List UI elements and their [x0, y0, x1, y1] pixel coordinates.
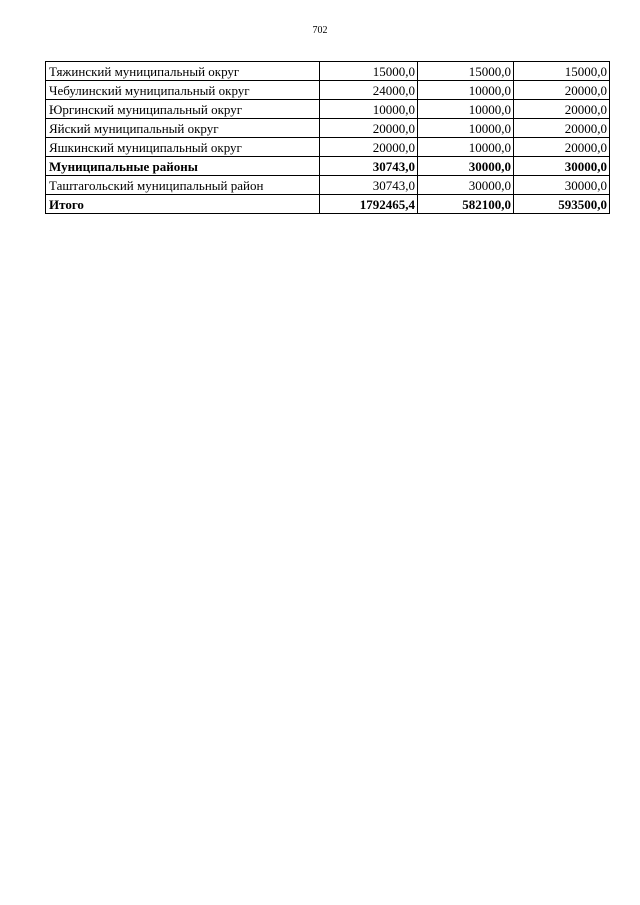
value-cell-2: 10000,0	[418, 119, 514, 138]
row-name-cell: Яйский муниципальный округ	[46, 119, 320, 138]
table-row	[46, 100, 610, 119]
table-row	[46, 119, 610, 138]
row-name-cell: Чебулинский муниципальный округ	[46, 81, 320, 100]
row-name-cell: Муниципальные районы	[46, 157, 320, 176]
row-name-cell: Таштагольский муниципальный район	[46, 176, 320, 195]
row-name-cell: Яшкинский муниципальный округ	[46, 138, 320, 157]
value-cell-3: 20000,0	[514, 81, 610, 100]
table-row	[46, 176, 610, 195]
value-cell-2: 10000,0	[418, 138, 514, 157]
value-cell-1: 30743,0	[320, 176, 418, 195]
value-cell-2: 10000,0	[418, 100, 514, 119]
value-cell-3: 593500,0	[514, 195, 610, 214]
table-body	[46, 62, 610, 214]
value-cell-2: 30000,0	[418, 176, 514, 195]
value-cell-1: 10000,0	[320, 100, 418, 119]
table-row	[46, 62, 610, 81]
value-cell-1: 20000,0	[320, 138, 418, 157]
budget-table	[45, 61, 610, 214]
row-name-cell: Тяжинский муниципальный округ	[46, 62, 320, 81]
table-row	[46, 157, 610, 176]
value-cell-1: 15000,0	[320, 62, 418, 81]
page-number: 702	[312, 25, 328, 36]
value-cell-2: 15000,0	[418, 62, 514, 81]
value-cell-2: 10000,0	[418, 81, 514, 100]
table-row	[46, 81, 610, 100]
value-cell-3: 20000,0	[514, 100, 610, 119]
row-name-cell: Юргинский муниципальный округ	[46, 100, 320, 119]
value-cell-3: 30000,0	[514, 157, 610, 176]
value-cell-3: 15000,0	[514, 62, 610, 81]
row-name-cell: Итого	[46, 195, 320, 214]
value-cell-1: 30743,0	[320, 157, 418, 176]
value-cell-1: 24000,0	[320, 81, 418, 100]
value-cell-3: 20000,0	[514, 119, 610, 138]
value-cell-1: 20000,0	[320, 119, 418, 138]
table-row	[46, 195, 610, 214]
value-cell-3: 20000,0	[514, 138, 610, 157]
value-cell-3: 30000,0	[514, 176, 610, 195]
value-cell-2: 30000,0	[418, 157, 514, 176]
value-cell-1: 1792465,4	[320, 195, 418, 214]
table-row	[46, 138, 610, 157]
value-cell-2: 582100,0	[418, 195, 514, 214]
